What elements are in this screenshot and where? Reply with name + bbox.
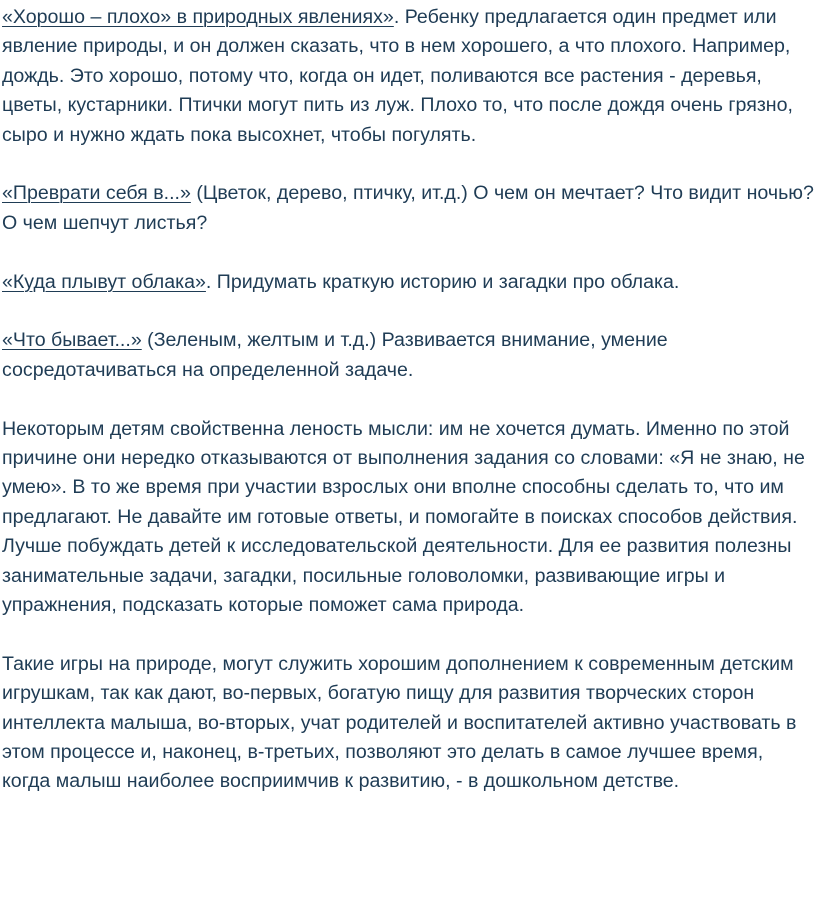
game-title-transform: «Преврати себя в...»	[2, 182, 191, 205]
paragraph-nature-games-conclusion	[2, 650, 816, 797]
game-description-good-bad: . Ребенку предлагается один предмет или явление природы, и он должен сказать, что в нем хорошего, а что плохого. Например, дождь. Это хорошо, потому что, когда он идет, поливаются все растения - деревья, цветы, кустарники. Птички могут пить из луж. Плохо то, что после дождя очень грязно, сыро и нужно ждать пока высохнет, чтобы погулять.	[2, 6, 793, 146]
paragraph-what-happens-game	[2, 326, 816, 385]
game-title-good-bad: «Хорошо – плохо» в природных явлениях»	[2, 6, 394, 28]
game-description-what-happens: (Зеленым, желтым и т.д.) Развивается внимание, умение сосредотачиваться на определенной задаче.	[2, 329, 668, 381]
game-title-what-happens: «Что бывает...»	[2, 329, 142, 352]
game-description-transform: (Цветок, дерево, птичку, ит.д.) О чем он мечтает? Что видит ночью? О чем шепчут листья?	[2, 182, 814, 234]
game-title-clouds: «Куда плывут облака»	[2, 270, 206, 293]
paragraph-transform-game	[2, 179, 816, 238]
body-text-nature-games-conclusion: Такие игры на природе, могут служить хорошим дополнением к современным детским игрушкам, так как дают, во-первых, богатую пищу для развития творческих сторон интеллекта малыша, во-вторых, учат родителей и воспитателей активно участвовать в этом процессе и, наконец, в-третьих, позволяют это делать в самое лучшее время, когда малыш наиболее восприимчив к развитию, - в дошкольном детстве.	[2, 652, 797, 793]
game-description-clouds: . Придумать краткую историю и загадки про облака.	[205, 270, 680, 293]
body-text-thinking-laziness: Некоторым детям свойственна леность мысли: им не хочется думать. Именно по этой причине они нередко отказываются от выполнения задания со словами: «Я не знаю, не умею». В то же время при участии взрослых они вполне способны сделать то, что им предлагают. Не давайте им готовые ответы, и помогайте в поисках способов действия. Лучше побуждать детей к исследовательской деятельности. Для ее развития полезны занимательные задачи, загадки, посильные головоломки, развивающие игры и упражнения, подсказать которые поможет сама природа.	[2, 417, 805, 617]
paragraph-good-bad-game	[2, 3, 816, 150]
paragraph-clouds-game	[2, 268, 816, 297]
paragraph-thinking-laziness	[2, 415, 816, 621]
